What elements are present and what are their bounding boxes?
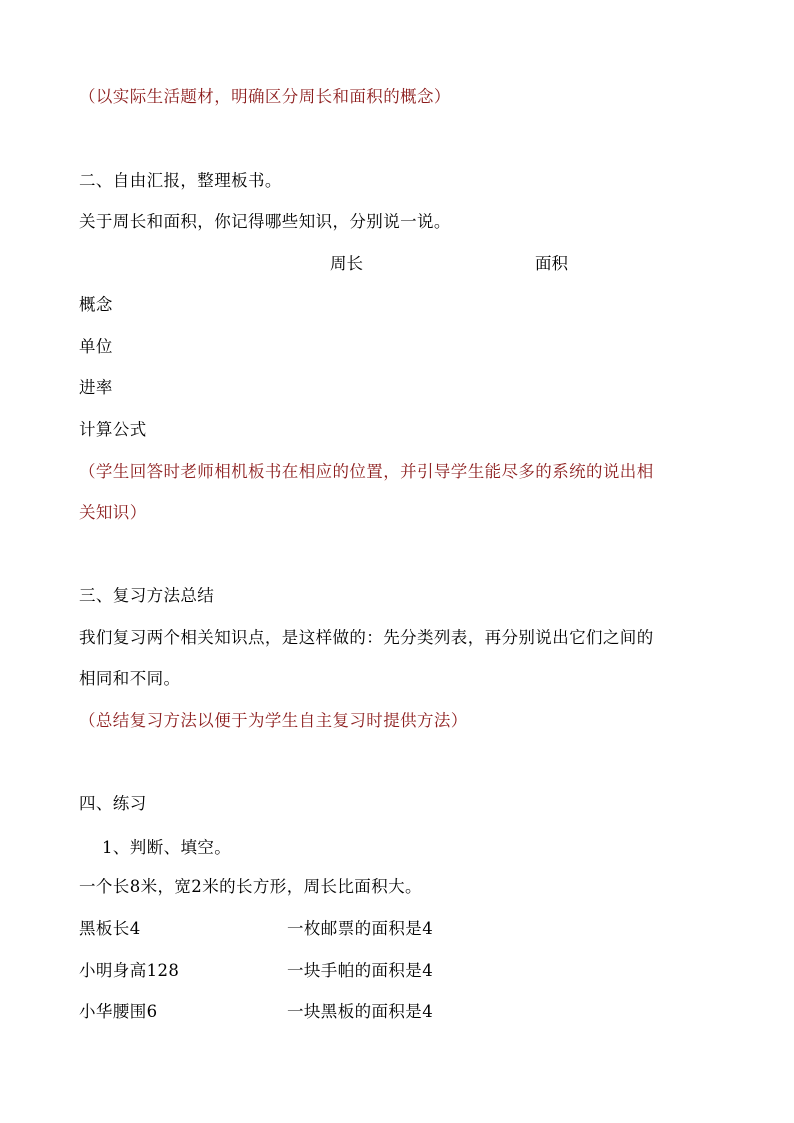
section4-heading: 四、练习 bbox=[79, 794, 147, 813]
section2-intro: 关于周长和面积，你记得哪些知识，分别说一说。 bbox=[79, 212, 451, 231]
row-label-conversion: 进率 bbox=[79, 378, 113, 397]
row-label-concept: 概念 bbox=[79, 295, 113, 314]
note-real-life: （以实际生活题材，明确区分周长和面积的概念） bbox=[79, 87, 451, 106]
pair-left-blackboard-length: 黑板长4 bbox=[79, 919, 141, 938]
pair-right-handkerchief-area: 一块手帕的面积是4 bbox=[287, 961, 434, 980]
section2-heading: 二、自由汇报，整理板书。 bbox=[79, 171, 282, 190]
pair-right-stamp-area: 一枚邮票的面积是4 bbox=[287, 919, 434, 938]
pair-right-blackboard-area: 一块黑板的面积是4 bbox=[287, 1002, 434, 1021]
exercise-statement: 一个长8米，宽2米的长方形，周长比面积大。 bbox=[79, 877, 422, 896]
section3-text-line1: 我们复习两个相关知识点，是这样做的：先分类列表，再分别说出它们之间的 bbox=[79, 628, 654, 647]
section3-heading: 三、复习方法总结 bbox=[79, 586, 215, 605]
note-review-method: （总结复习方法以便于为学生自主复习时提供方法） bbox=[79, 711, 468, 730]
exercise-subheading: 1、判断、填空。 bbox=[102, 838, 232, 857]
pair-left-waist: 小华腰围6 bbox=[79, 1002, 158, 1021]
column-header-area: 面积 bbox=[535, 254, 568, 273]
section3-text-line2: 相同和不同。 bbox=[79, 669, 181, 688]
note-board-writing-line1: （学生回答时老师相机板书在相应的位置，并引导学生能尽多的系统的说出相 bbox=[79, 462, 654, 481]
pair-left-height: 小明身高128 bbox=[79, 961, 180, 980]
row-label-formula: 计算公式 bbox=[79, 420, 147, 439]
column-header-perimeter: 周长 bbox=[330, 254, 363, 273]
row-label-unit: 单位 bbox=[79, 337, 113, 356]
note-board-writing-line2: 关知识） bbox=[79, 503, 147, 522]
